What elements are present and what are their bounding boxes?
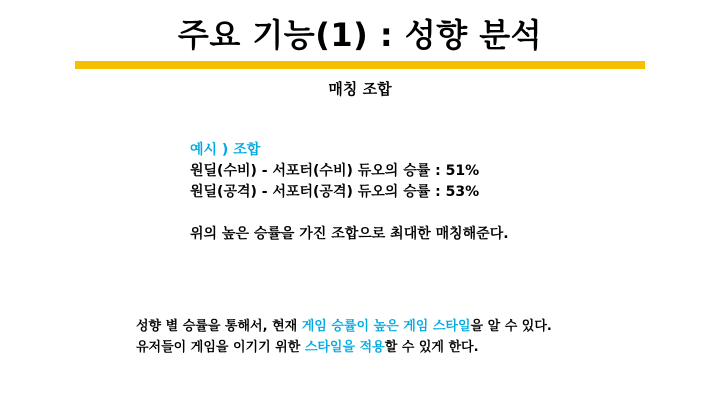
title-underline-bar [75,61,645,69]
summary-line-1 [136,316,552,337]
summary-line-1-pre: 성향 별 승률을 통해서, 현재 [136,319,302,334]
slide-subtitle: 매칭 조합 [328,80,392,98]
example-line-conclusion: 위의 높은 승률을 가진 조합으로 최대한 매칭해준다. [190,226,509,242]
summary-line-2-pre: 유저들이 게임을 이기기 위한 [136,340,305,355]
slide-title: 주요 기능(1) : 성향 분석 [177,16,543,54]
example-line-attack: 원딜(공격) - 서포터(공격) 듀오의 승률 : 53% [190,184,480,200]
example-spacer [190,203,509,224]
example-line-defense: 원딜(수비) - 서포터(수비) 듀오의 승률 : 51% [190,163,480,179]
summary-line-2-post: 할 수 있게 한다. [384,340,479,355]
example-block [190,140,509,245]
summary-line-1-post: 을 알 수 있다. [470,319,552,334]
summary-block [136,316,552,358]
summary-line-2 [136,337,552,358]
summary-line-2-accent: 스타일을 적용 [304,340,385,355]
example-heading: 예시 ) 조합 [190,142,261,158]
summary-line-1-accent: 게임 승률이 높은 게임 스타일 [301,319,471,334]
